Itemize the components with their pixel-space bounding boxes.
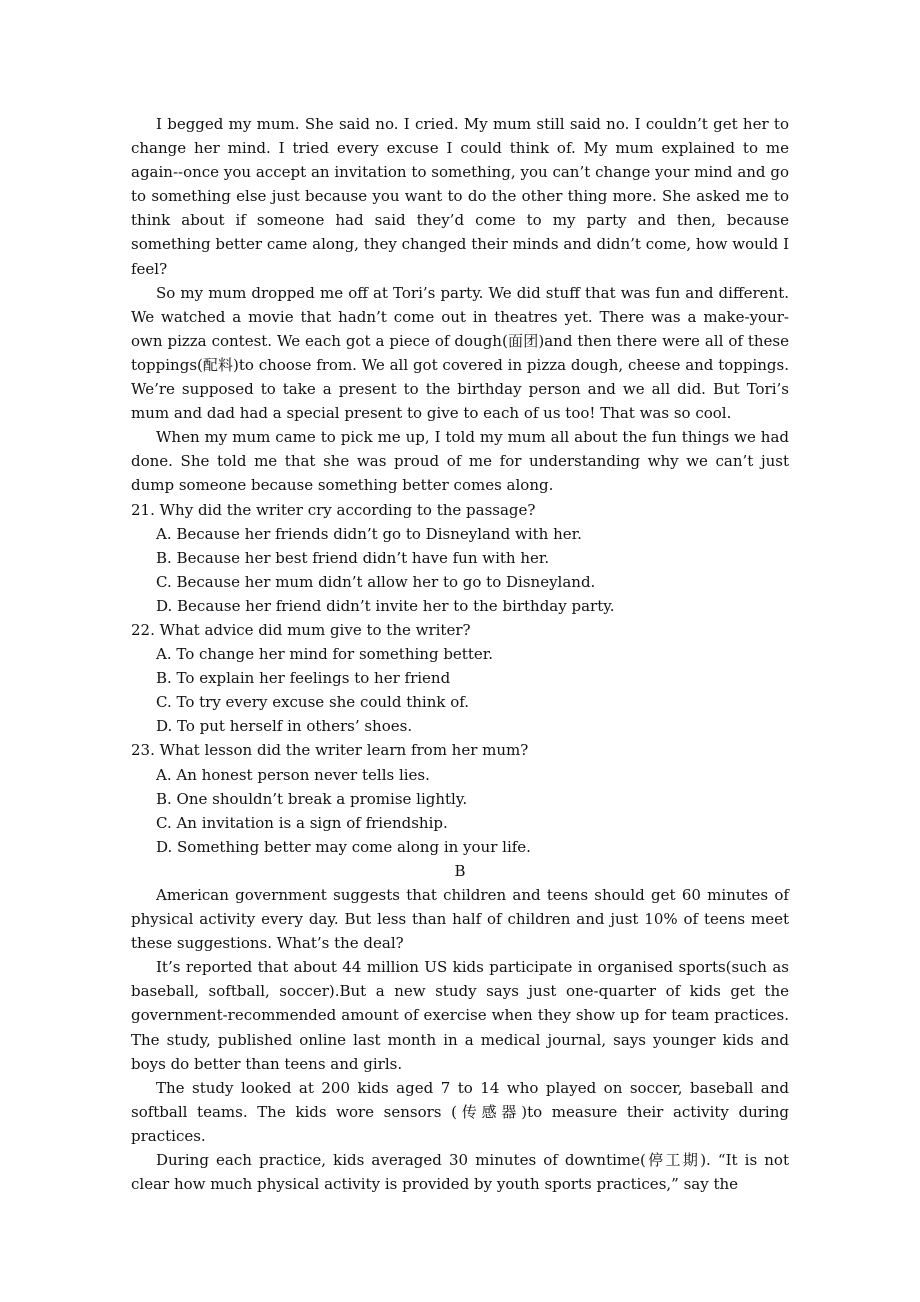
passage-b-paragraph-4: During each practice, kids averaged 30 minutes of downtime(停工期). “It is not clear how much physical activity is provided by youth sports practices,” say the: [131, 1151, 789, 1194]
option-c: C. To try every excuse she could think of.: [156, 693, 470, 712]
passage-b-paragraph-2: It’s reported that about 44 million US kids participate in organised sports(such as baseball, softball, soccer).But a new study says just one-quarter of kids get the government-recommended amount of exercise when they show up for team practices. The study, published online last month in a medical journal, says younger kids and boys do better than teens and girls.: [131, 958, 789, 1073]
section-b-heading: B: [454, 861, 466, 880]
option-b: B. One shouldn’t break a promise lightly.: [156, 789, 468, 808]
option-b: B. Because her best friend didn’t have fun with her.: [156, 548, 550, 567]
option-d: D. Something better may come along in your life.: [156, 837, 531, 856]
question-stem: 23. What lesson did the writer learn from her mum?: [131, 741, 529, 760]
question-21: [131, 498, 789, 618]
option-d: D. To put herself in others’ shoes.: [156, 717, 413, 736]
option-c: C. Because her mum didn’t allow her to go to Disneyland.: [156, 572, 596, 591]
passage-a-paragraph-2: So my mum dropped me off at Tori’s party. We did stuff that was fun and different. We watched a movie that hadn’t come out in theatres yet. There was a make-your- own pizza contest. We each got a piece of dough(面团)and then there were all of these toppings(配料)to choose from. We all got covered in pizza dough, cheese and toppings. We’re supposed to take a present to the birthday person and we all did. But Tori’s mum and dad had a special present to give to each of us too! That was so cool.: [131, 283, 789, 423]
passage-b-paragraph-3: The study looked at 200 kids aged 7 to 14 who played on soccer, baseball and softball teams. The kids wore sensors (传感器)to measure their activity during practices.: [131, 1078, 789, 1145]
passage-b-paragraph-1: American government suggests that children and teens should get 60 minutes of physical activity every day. But less than half of children and just 10% of teens meet these suggestions. What’s the deal?: [131, 886, 789, 953]
option-c: C. An invitation is a sign of friendship.: [156, 813, 448, 832]
option-a: A. Because her friends didn’t go to Disneyland with her.: [156, 524, 582, 543]
option-b: B. To explain her feelings to her friend: [156, 669, 451, 688]
question-stem: 22. What advice did mum give to the writer?: [131, 620, 471, 639]
passage-a-paragraph-3: When my mum came to pick me up, I told my mum all about the fun things we had done. She told me that she was proud of me for understanding why we can’t just dump someone because something better comes along.: [131, 428, 789, 495]
page-content: [131, 112, 789, 1196]
question-23: [131, 738, 789, 858]
option-d: D. Because her friend didn’t invite her to the birthday party.: [156, 596, 615, 615]
option-a: A. An honest person never tells lies.: [156, 765, 430, 784]
passage-a-paragraph-1: I begged my mum. She said no. I cried. My mum still said no. I couldn’t get her to change her mind. I tried every excuse I could think of. My mum explained to me again--once you accept an invitation to something, you can’t change your mind and go to something else just because you want to do the other thing more. She asked me to think about if someone had said they’d come to my party and then, because something better came along, they changed their minds and didn’t come, how would I feel?: [131, 115, 789, 278]
option-a: A. To change her mind for something better.: [156, 645, 494, 664]
question-22: [131, 618, 789, 738]
question-stem: 21. Why did the writer cry according to the passage?: [131, 500, 536, 519]
